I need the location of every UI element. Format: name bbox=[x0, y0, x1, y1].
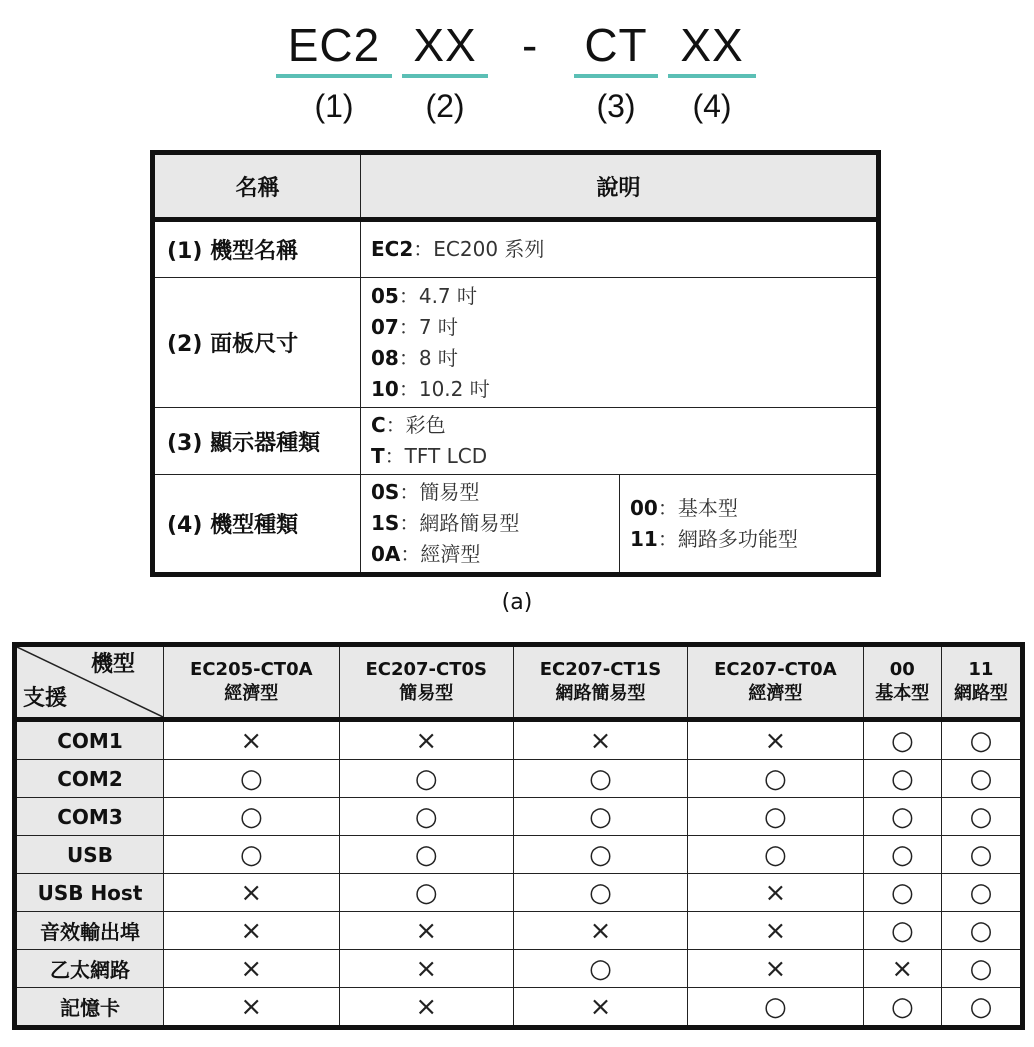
support-cell bbox=[688, 912, 864, 950]
column-header bbox=[339, 645, 513, 720]
row-desc bbox=[361, 278, 879, 408]
supported-mark: ○ bbox=[890, 915, 914, 946]
supported-mark: ○ bbox=[589, 801, 612, 832]
supported-mark: ○ bbox=[969, 953, 993, 984]
unsupported-mark: × bbox=[764, 953, 787, 984]
support-cell bbox=[513, 912, 687, 950]
desc-value: ：8 吋 bbox=[398, 345, 458, 370]
column-header bbox=[863, 645, 941, 720]
unsupported-mark: × bbox=[589, 725, 612, 756]
support-cell bbox=[688, 798, 864, 836]
row-desc-secondary bbox=[620, 475, 879, 575]
column-type: 網路型 bbox=[953, 683, 1008, 704]
supported-mark: ○ bbox=[890, 877, 914, 908]
table-row bbox=[15, 988, 1023, 1028]
desc-line bbox=[371, 234, 866, 265]
header-desc: 說明 bbox=[361, 153, 879, 220]
code-text: XX bbox=[680, 19, 744, 71]
support-cell bbox=[164, 720, 340, 760]
support-cell bbox=[339, 874, 513, 912]
desc-key: 11 bbox=[630, 526, 658, 551]
feature-cell: COM1 bbox=[15, 720, 164, 760]
desc-key: C bbox=[371, 413, 386, 437]
row-desc bbox=[361, 408, 879, 475]
desc-key: T bbox=[371, 444, 385, 468]
support-cell bbox=[513, 720, 687, 760]
supported-mark: ○ bbox=[414, 763, 438, 794]
supported-mark: ○ bbox=[969, 801, 993, 832]
unsupported-mark: × bbox=[240, 725, 263, 756]
unsupported-mark: × bbox=[415, 915, 438, 946]
supported-mark: ○ bbox=[890, 725, 914, 756]
support-cell bbox=[339, 760, 513, 798]
column-type: 經濟型 bbox=[224, 683, 279, 704]
desc-line bbox=[371, 374, 866, 405]
desc-line bbox=[371, 281, 866, 312]
desc-line bbox=[371, 539, 609, 570]
support-cell bbox=[688, 720, 864, 760]
column-header bbox=[513, 645, 687, 720]
desc-value: ：10.2 吋 bbox=[398, 376, 490, 401]
desc-line bbox=[371, 343, 866, 374]
supported-mark: ○ bbox=[764, 839, 787, 870]
table-row bbox=[153, 408, 879, 475]
support-cell bbox=[863, 874, 941, 912]
table-row bbox=[153, 475, 879, 575]
desc-key: 10 bbox=[371, 376, 399, 401]
column-model: EC205-CT0A bbox=[190, 659, 313, 680]
support-cell bbox=[863, 760, 941, 798]
desc-line bbox=[630, 493, 866, 524]
unsupported-mark: × bbox=[240, 991, 263, 1022]
code-underline bbox=[574, 74, 658, 78]
support-cell bbox=[941, 798, 1022, 836]
unsupported-mark: × bbox=[415, 991, 438, 1022]
support-cell bbox=[941, 950, 1022, 988]
table-header-row bbox=[15, 645, 1023, 720]
code-number: (1) bbox=[314, 88, 354, 124]
support-cell bbox=[164, 836, 340, 874]
desc-line bbox=[371, 410, 866, 441]
supported-mark: ○ bbox=[890, 839, 914, 870]
support-cell bbox=[941, 912, 1022, 950]
feature-cell: 乙太網路 bbox=[15, 950, 164, 988]
desc-key: 05 bbox=[371, 283, 399, 308]
support-cell bbox=[688, 836, 864, 874]
code-separator: - bbox=[522, 19, 538, 71]
table-row bbox=[15, 760, 1023, 798]
desc-value: ：彩色 bbox=[385, 413, 446, 437]
support-cell bbox=[164, 912, 340, 950]
column-header bbox=[164, 645, 340, 720]
table-caption: (a) bbox=[501, 590, 533, 615]
table-header-row bbox=[153, 153, 879, 220]
support-cell bbox=[863, 950, 941, 988]
code-segment-3 bbox=[574, 18, 658, 126]
support-cell bbox=[339, 720, 513, 760]
code-segment-2 bbox=[402, 18, 488, 126]
column-model: 00 bbox=[889, 659, 915, 680]
row-name: (3) 顯示器種類 bbox=[153, 408, 361, 475]
support-cell bbox=[688, 988, 864, 1028]
supported-mark: ○ bbox=[890, 991, 914, 1022]
support-cell bbox=[863, 988, 941, 1028]
support-cell bbox=[513, 950, 687, 988]
support-cell bbox=[941, 874, 1022, 912]
support-cell bbox=[164, 950, 340, 988]
column-header bbox=[688, 645, 864, 720]
code-segment-4 bbox=[668, 18, 756, 126]
support-cell bbox=[339, 836, 513, 874]
supported-mark: ○ bbox=[239, 801, 263, 832]
column-type: 經濟型 bbox=[748, 683, 803, 704]
column-model: 11 bbox=[968, 659, 994, 680]
desc-key: 0S bbox=[371, 480, 400, 504]
desc-key: 08 bbox=[371, 345, 399, 370]
supported-mark: ○ bbox=[969, 725, 993, 756]
support-cell bbox=[513, 874, 687, 912]
row-desc bbox=[361, 220, 879, 278]
support-cell bbox=[164, 798, 340, 836]
column-type: 基本型 bbox=[875, 683, 930, 704]
supported-mark: ○ bbox=[414, 877, 438, 908]
supported-mark: ○ bbox=[414, 801, 438, 832]
table-row bbox=[15, 798, 1023, 836]
desc-key: EC2 bbox=[371, 237, 414, 261]
supported-mark: ○ bbox=[414, 839, 438, 870]
support-cell bbox=[164, 874, 340, 912]
table-row bbox=[15, 874, 1023, 912]
support-cell bbox=[164, 760, 340, 798]
support-cell bbox=[339, 912, 513, 950]
support-cell bbox=[688, 950, 864, 988]
support-cell bbox=[339, 950, 513, 988]
corner-header bbox=[15, 645, 164, 720]
support-cell bbox=[863, 836, 941, 874]
table-row bbox=[153, 220, 879, 278]
feature-cell: COM2 bbox=[15, 760, 164, 798]
unsupported-mark: × bbox=[764, 915, 787, 946]
code-segment-1 bbox=[276, 18, 392, 126]
unsupported-mark: × bbox=[415, 725, 438, 756]
unsupported-mark: × bbox=[764, 877, 787, 908]
code-text: XX bbox=[413, 19, 477, 71]
supported-mark: ○ bbox=[969, 839, 993, 870]
support-cell bbox=[863, 720, 941, 760]
feature-cell: 記憶卡 bbox=[15, 988, 164, 1028]
supported-mark: ○ bbox=[890, 763, 914, 794]
supported-mark: ○ bbox=[890, 801, 914, 832]
table-row bbox=[15, 720, 1023, 760]
support-cell bbox=[863, 798, 941, 836]
desc-key: 1S bbox=[371, 511, 400, 535]
support-cell bbox=[513, 760, 687, 798]
supported-mark: ○ bbox=[589, 839, 612, 870]
column-header bbox=[941, 645, 1022, 720]
desc-value: ：EC200 系列 bbox=[413, 237, 545, 261]
row-name: (4) 機型種類 bbox=[153, 475, 361, 575]
feature-cell: 音效輸出埠 bbox=[15, 912, 164, 950]
support-cell bbox=[688, 874, 864, 912]
table-row bbox=[15, 950, 1023, 988]
column-model: EC207-CT0A bbox=[714, 659, 837, 680]
corner-label-model: 機型 bbox=[90, 652, 135, 677]
support-cell bbox=[941, 836, 1022, 874]
desc-value: ：網路多功能型 bbox=[657, 526, 798, 551]
desc-line bbox=[371, 441, 866, 472]
code-text: CT bbox=[584, 19, 648, 71]
model-naming-table bbox=[150, 150, 881, 577]
feature-cell: USB Host bbox=[15, 874, 164, 912]
column-model: EC207-CT0S bbox=[365, 659, 487, 680]
header-name: 名稱 bbox=[153, 153, 361, 220]
supported-mark: ○ bbox=[589, 953, 612, 984]
support-cell bbox=[513, 988, 687, 1028]
support-cell bbox=[941, 988, 1022, 1028]
unsupported-mark: × bbox=[589, 991, 612, 1022]
desc-value: ：7 吋 bbox=[398, 314, 458, 339]
support-cell bbox=[863, 912, 941, 950]
code-number: (3) bbox=[596, 88, 636, 124]
support-cell bbox=[513, 798, 687, 836]
unsupported-mark: × bbox=[415, 953, 438, 984]
table-row bbox=[15, 836, 1023, 874]
supported-mark: ○ bbox=[589, 877, 612, 908]
code-text: EC2 bbox=[287, 19, 381, 71]
row-name: (2) 面板尺寸 bbox=[153, 278, 361, 408]
supported-mark: ○ bbox=[969, 991, 993, 1022]
desc-line bbox=[371, 508, 609, 539]
desc-value: ：基本型 bbox=[657, 495, 738, 520]
model-code bbox=[0, 18, 1034, 128]
desc-value: ：4.7 吋 bbox=[398, 283, 478, 308]
desc-key: 07 bbox=[371, 314, 399, 339]
table-row bbox=[15, 912, 1023, 950]
desc-line bbox=[371, 312, 866, 343]
support-table bbox=[12, 642, 1025, 1030]
column-type: 簡易型 bbox=[399, 683, 454, 704]
supported-mark: ○ bbox=[764, 991, 787, 1022]
code-underline bbox=[276, 74, 392, 78]
supported-mark: ○ bbox=[589, 763, 612, 794]
unsupported-mark: × bbox=[240, 877, 263, 908]
desc-key: 00 bbox=[630, 495, 658, 520]
desc-value: ：TFT LCD bbox=[384, 444, 488, 468]
code-number: (2) bbox=[425, 88, 465, 124]
unsupported-mark: × bbox=[891, 953, 914, 984]
support-cell bbox=[164, 988, 340, 1028]
support-cell bbox=[688, 760, 864, 798]
desc-line bbox=[371, 477, 609, 508]
supported-mark: ○ bbox=[764, 763, 787, 794]
column-model: EC207-CT1S bbox=[539, 659, 662, 680]
support-cell bbox=[339, 988, 513, 1028]
desc-value: ：簡易型 bbox=[399, 480, 480, 504]
desc-key: 0A bbox=[371, 542, 401, 566]
supported-mark: ○ bbox=[239, 763, 263, 794]
feature-cell: USB bbox=[15, 836, 164, 874]
unsupported-mark: × bbox=[589, 915, 612, 946]
supported-mark: ○ bbox=[969, 877, 993, 908]
row-desc bbox=[361, 475, 620, 575]
code-underline bbox=[668, 74, 756, 78]
supported-mark: ○ bbox=[764, 801, 787, 832]
unsupported-mark: × bbox=[240, 953, 263, 984]
feature-cell: COM3 bbox=[15, 798, 164, 836]
column-type: 網路簡易型 bbox=[555, 683, 646, 704]
supported-mark: ○ bbox=[239, 839, 263, 870]
unsupported-mark: × bbox=[764, 725, 787, 756]
desc-value: ：網路簡易型 bbox=[399, 511, 520, 535]
row-name: (1) 機型名稱 bbox=[153, 220, 361, 278]
corner-label-support: 支援 bbox=[23, 686, 68, 711]
code-underline bbox=[402, 74, 488, 78]
supported-mark: ○ bbox=[969, 915, 993, 946]
supported-mark: ○ bbox=[969, 763, 993, 794]
desc-value: ：經濟型 bbox=[400, 542, 481, 566]
support-cell bbox=[339, 798, 513, 836]
unsupported-mark: × bbox=[240, 915, 263, 946]
support-cell bbox=[513, 836, 687, 874]
table-row bbox=[153, 278, 879, 408]
desc-line bbox=[630, 524, 866, 555]
support-cell bbox=[941, 760, 1022, 798]
code-number: (4) bbox=[692, 88, 732, 124]
support-cell bbox=[941, 720, 1022, 760]
